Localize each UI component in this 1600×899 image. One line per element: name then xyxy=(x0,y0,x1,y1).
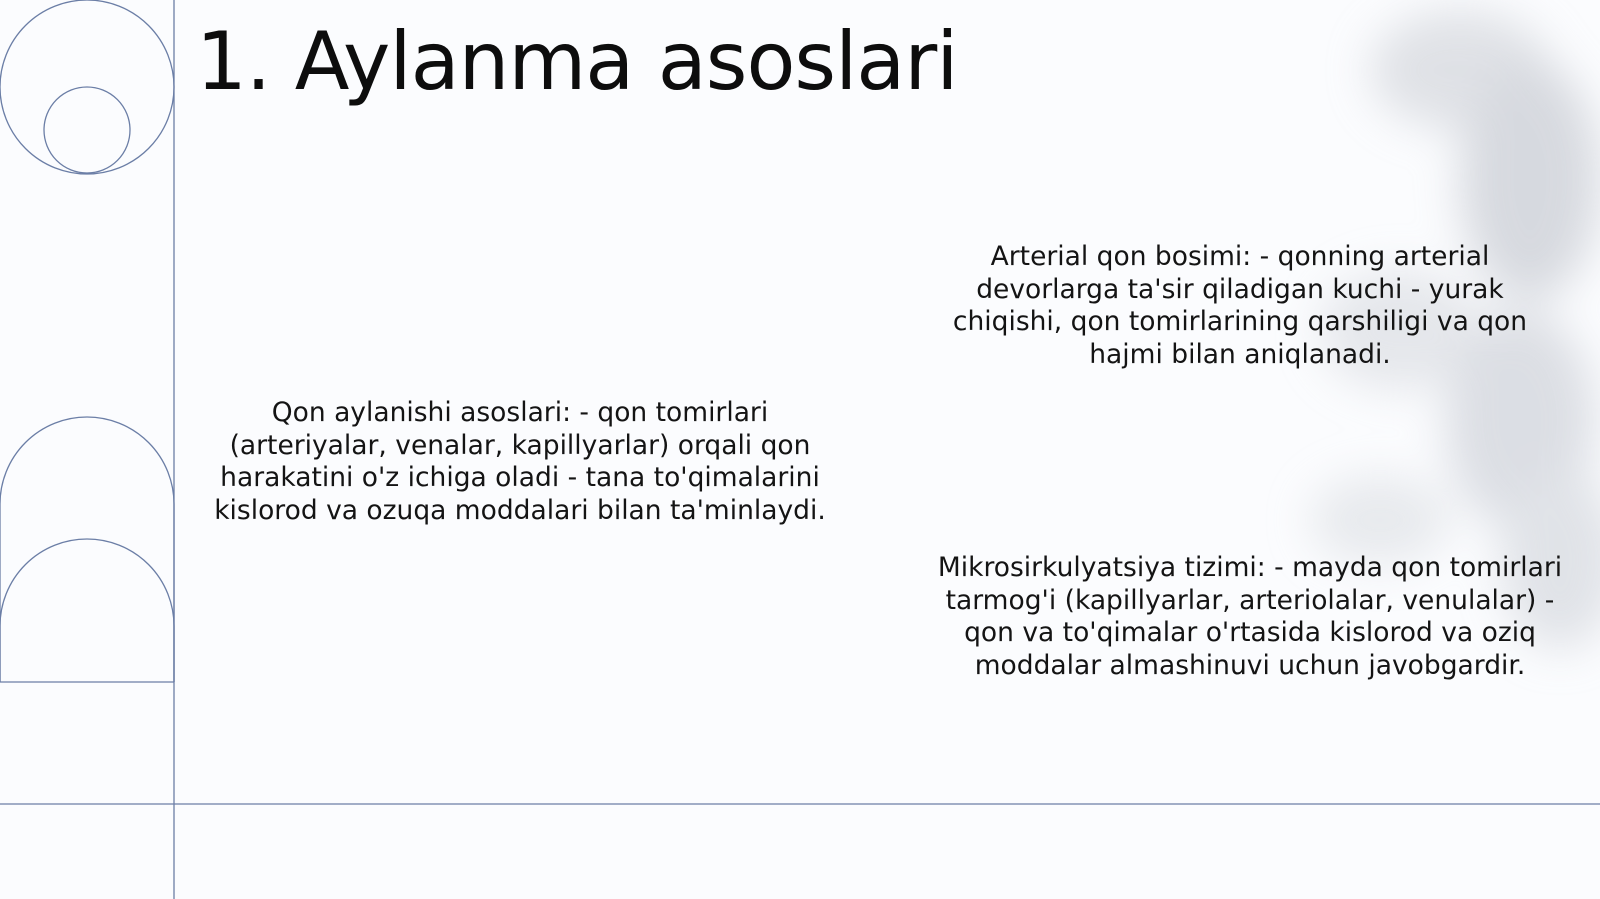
slide-title: 1. Aylanma asoslari xyxy=(196,15,958,108)
text-block-arterial-pressure: Arterial qon bosimi: - qonning arterial devorlarga ta'sir qiladigan kuchi - yurak chiqishi, qon tomirlarining qarshiligi va qon hajmi bilan aniqlanadi. xyxy=(952,241,1528,370)
text-block-microcirculation: Mikrosirkulyatsiya tizimi: - mayda qon tomirlari tarmog'i (kapillyarlar, arteriolalar, venulalar) - qon va to'qimalar o'rtasida kislorod va oziq moddalar almashinuvi uchun javobgardir. xyxy=(937,552,1563,681)
text-block-circulation-basics: Qon aylanishi asoslari: - qon tomirlari (arteriyalar, venalar, kapillyarlar) orqali qon harakatini o'z ichiga oladi - tana to'qimalarini kislorod va ozuqa moddalari bilan ta'minlaydi. xyxy=(214,397,826,526)
